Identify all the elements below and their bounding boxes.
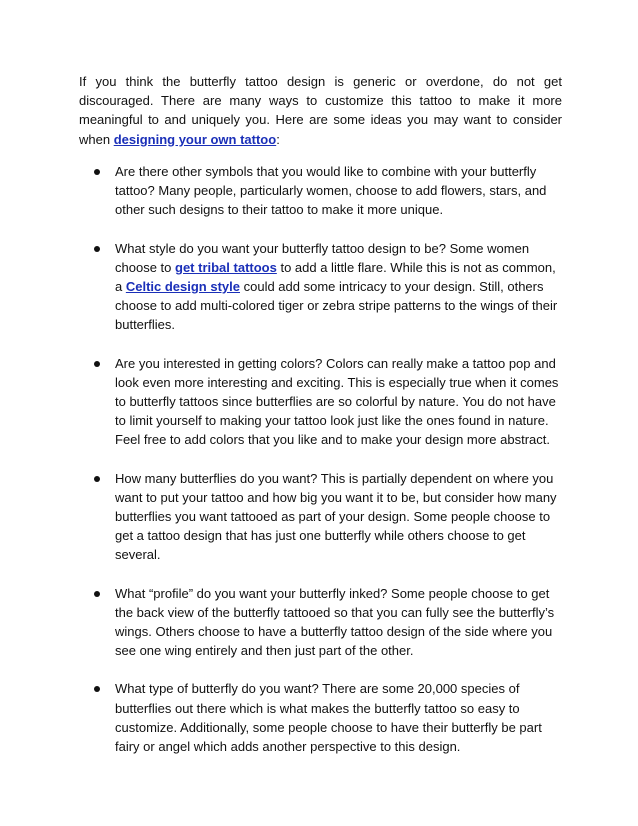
list-item-text: Are you interested in getting colors? Colors can really make a tattoo pop and look even more interesting and exciting. This is especially true when it comes to butterfly tattoos since butterflies are so colorful by nature. You do not have to limit yourself to making your tattoo look just like the ones found in nature. Feel free to add colors that you like and to make your design more abstract. — [115, 355, 559, 448]
bullet-icon — [94, 246, 100, 252]
bullet-icon — [94, 476, 100, 482]
get-tribal-tattoos-link[interactable]: get tribal tattoos — [175, 259, 277, 275]
bullet-icon — [94, 591, 100, 597]
list-item-text: How many butterflies do you want? This is partially dependent on where you want to put your tattoo and how big you want it to be, but consider how many butterflies you want tattooed as part of your design. Some people choose to get a tattoo design that has just one butterfly while others choose to get several. — [115, 470, 557, 563]
list-item-text: Are there other symbols that you would like to combine with your butterfly tattoo? Many people, particularly women, choose to add flowers, stars, and other such designs to their tattoo to make it more unique. — [115, 164, 547, 218]
intro-text-end: : — [276, 131, 280, 147]
list-item-text: could add some intricacy to your design. Still, others choose to add multi-colored tiger or zebra stripe patterns to the wings of their butterflies. — [115, 279, 558, 333]
ideas-list — [79, 162, 562, 775]
list-item-text: What “profile” do you want your butterfly inked? Some people choose to get the back view of the butterfly tattooed so that you can fully see the butterfly’s wings. Others choose to have a butterfly tattoo design of the side where you see one wing entirely and then just part of the other. — [115, 585, 555, 659]
bullet-icon — [94, 686, 100, 692]
intro-text: If you think the butterfly tattoo design is generic or overdone, do not get discouraged. There are many ways to customize this tattoo to make it more meaningful to and uniquely you. Here are some ideas you may want to consider when — [79, 74, 562, 147]
designing-your-own-tattoo-link[interactable]: designing your own tattoo — [113, 131, 277, 147]
bullet-icon — [94, 361, 100, 367]
bullet-icon — [94, 169, 100, 175]
list-item-text: What style do you want your butterfly tattoo design to be? Some women choose to — [115, 240, 530, 275]
list-item-how-many — [79, 469, 562, 565]
list-item-text: to add a little flare. While this is not as common, a — [115, 259, 556, 295]
list-item-colors — [79, 354, 562, 450]
celtic-design-style-link[interactable]: Celtic design style — [125, 279, 240, 295]
list-item-type — [79, 679, 562, 756]
list-item-text: What type of butterfly do you want? There are some 20,000 species of butterflies out there which is what makes the butterfly tattoo so easy to customize. Additionally, some people choose to have their butterfly be part fairy or angel which adds another perspective to this design. — [115, 681, 542, 755]
list-item-style — [79, 239, 562, 335]
list-item-symbols — [79, 162, 562, 220]
list-item-profile — [79, 584, 562, 661]
intro-paragraph — [79, 72, 562, 149]
